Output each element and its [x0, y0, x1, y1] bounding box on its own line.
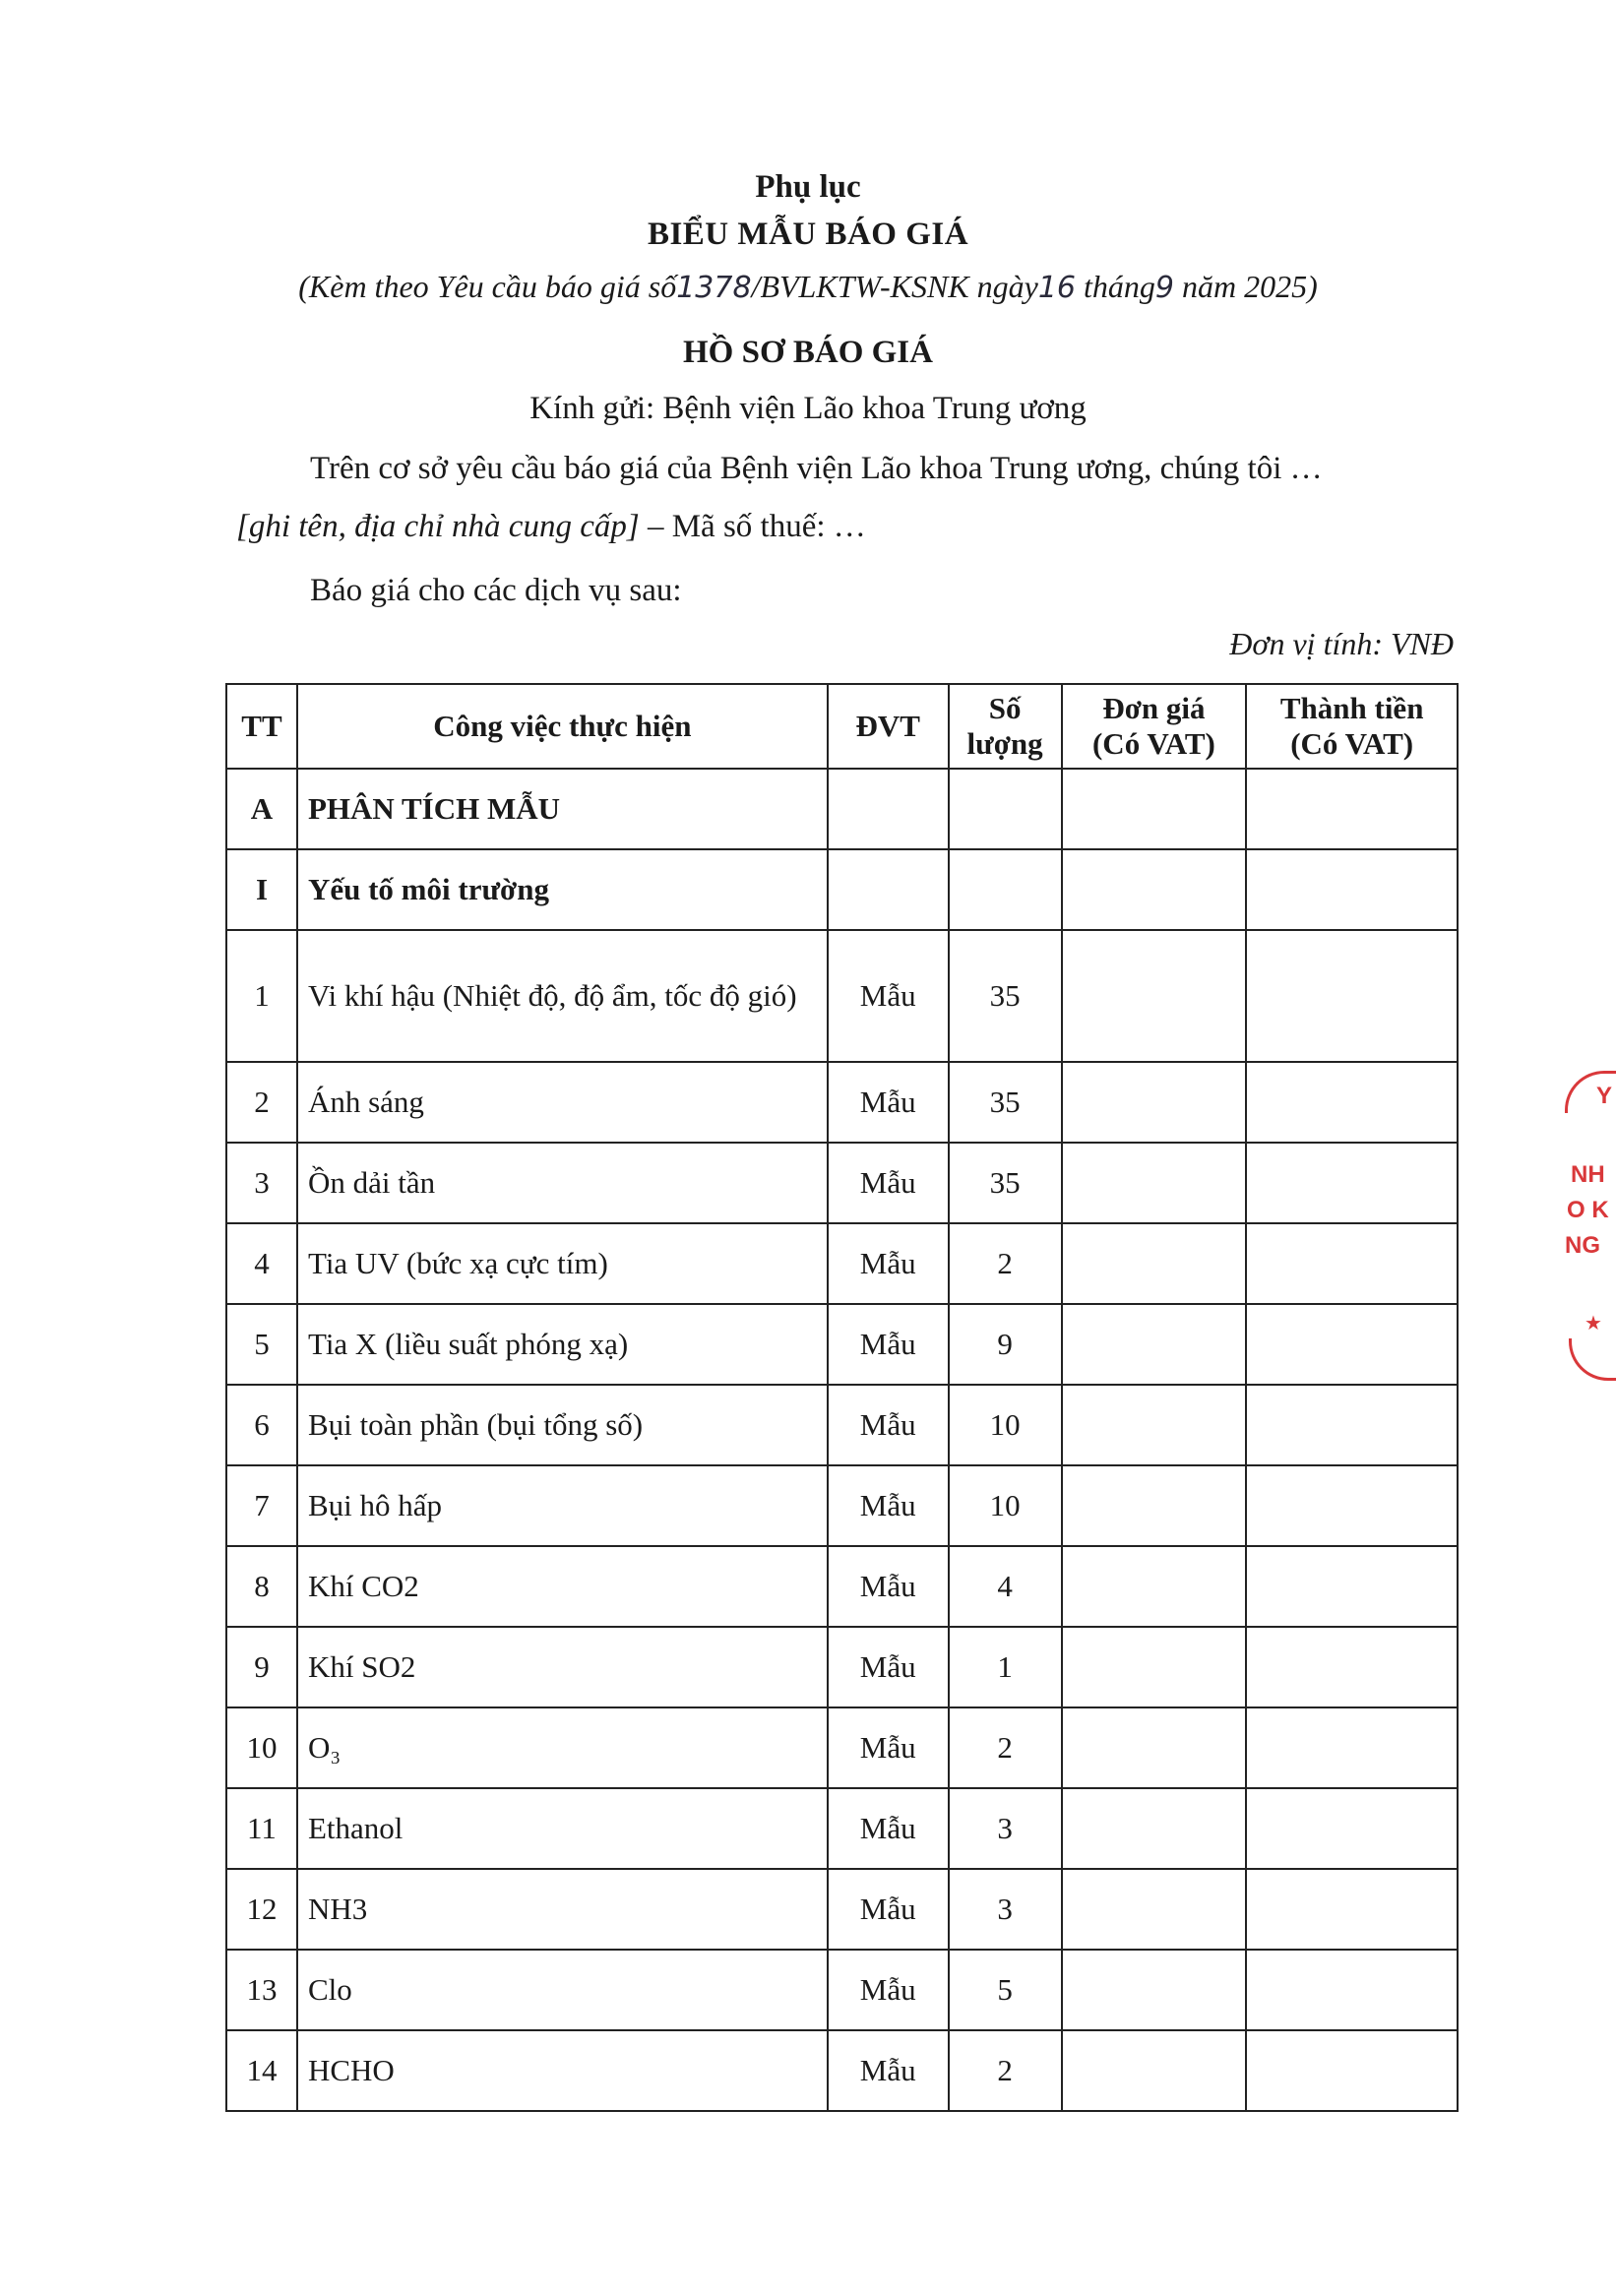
reference-prefix: (Kèm theo Yêu cầu báo giá số: [298, 269, 677, 304]
empty-cell: [1062, 849, 1247, 930]
row-unit-price: [1062, 1304, 1247, 1385]
row-quantity: 4: [949, 1546, 1062, 1627]
reference-month-label: tháng: [1084, 269, 1155, 304]
row-total: [1246, 1465, 1458, 1546]
section-row: [226, 769, 1458, 849]
table-row: [226, 1143, 1458, 1223]
row-unit-price: [1062, 1062, 1247, 1143]
reference-month-handwritten: 9: [1154, 271, 1174, 305]
row-number: 10: [226, 1707, 297, 1788]
row-number: 2: [226, 1062, 297, 1143]
form-title: BIỂU MẪU BÁO GIÁ: [647, 217, 969, 252]
header-tt: TT: [226, 684, 297, 769]
row-work-description: Bụi toàn phần (bụi tổng số): [297, 1385, 828, 1465]
row-work-description: Clo: [297, 1950, 828, 2030]
row-unit: Mẫu: [828, 1385, 949, 1465]
row-unit: Mẫu: [828, 1143, 949, 1223]
table-row: [226, 1223, 1458, 1304]
row-total: [1246, 1223, 1458, 1304]
services-intro: Báo giá cho các dịch vụ sau:: [310, 573, 682, 608]
row-number: 4: [226, 1223, 297, 1304]
row-total: [1246, 1062, 1458, 1143]
row-unit: Mẫu: [828, 1950, 949, 2030]
row-work-description: O₃: [297, 1707, 828, 1788]
table-row: [226, 930, 1458, 1062]
empty-cell: [1246, 769, 1458, 849]
row-quantity: 35: [949, 930, 1062, 1062]
row-quantity: 35: [949, 1062, 1062, 1143]
row-unit: Mẫu: [828, 1465, 949, 1546]
stamp-text: O K: [1567, 1197, 1609, 1223]
header-total: Thành tiền (Có VAT): [1246, 684, 1458, 769]
row-unit: Mẫu: [828, 1707, 949, 1788]
row-unit-price: [1062, 930, 1247, 1062]
row-total: [1246, 930, 1458, 1062]
row-unit: Mẫu: [828, 1304, 949, 1385]
row-unit-price: [1062, 1788, 1247, 1869]
row-number: 9: [226, 1627, 297, 1707]
row-quantity: 10: [949, 1465, 1062, 1546]
row-unit: Mẫu: [828, 2030, 949, 2111]
row-total: [1246, 2030, 1458, 2111]
row-work-description: NH3: [297, 1869, 828, 1950]
table-row: [226, 1788, 1458, 1869]
table-row: [226, 1546, 1458, 1627]
reference-code: /BVLKTW-KSNK ngày: [751, 269, 1038, 304]
row-total: [1246, 1304, 1458, 1385]
table-row: [226, 1385, 1458, 1465]
table-row: [226, 1707, 1458, 1788]
row-quantity: 2: [949, 1223, 1062, 1304]
row-number: 6: [226, 1385, 297, 1465]
stamp-text: NG: [1565, 1232, 1600, 1259]
row-unit-price: [1062, 1627, 1247, 1707]
dossier-title: HỒ SƠ BÁO GIÁ: [683, 335, 933, 370]
table-row: [226, 2030, 1458, 2111]
table-row: [226, 1627, 1458, 1707]
row-number: 13: [226, 1950, 297, 2030]
row-quantity: 2: [949, 2030, 1062, 2111]
row-unit: Mẫu: [828, 1627, 949, 1707]
row-quantity: 5: [949, 1950, 1062, 2030]
row-number: 7: [226, 1465, 297, 1546]
table-row: [226, 1304, 1458, 1385]
row-quantity: 3: [949, 1788, 1062, 1869]
row-number: 11: [226, 1788, 297, 1869]
empty-cell: [949, 849, 1062, 930]
section-tt: A: [226, 769, 297, 849]
row-number: 5: [226, 1304, 297, 1385]
row-work-description: Khí SO2: [297, 1627, 828, 1707]
row-total: [1246, 1143, 1458, 1223]
row-total: [1246, 1627, 1458, 1707]
row-number: 1: [226, 930, 297, 1062]
group-tt: I: [226, 849, 297, 930]
row-work-description: Ồn dải tần: [297, 1143, 828, 1223]
row-quantity: 35: [949, 1143, 1062, 1223]
empty-cell: [828, 769, 949, 849]
row-work-description: Khí CO2: [297, 1546, 828, 1627]
row-work-description: Ethanol: [297, 1788, 828, 1869]
row-total: [1246, 1707, 1458, 1788]
row-unit-price: [1062, 1707, 1247, 1788]
intro-paragraph: Trên cơ sở yêu cầu báo giá của Bệnh viện Lão khoa Trung ương, chúng tôi …: [310, 451, 1323, 486]
empty-cell: [949, 769, 1062, 849]
greeting-line: Kính gửi: Bệnh viện Lão khoa Trung ương: [529, 391, 1087, 426]
table-row: [226, 1869, 1458, 1950]
row-work-description: Tia UV (bức xạ cực tím): [297, 1223, 828, 1304]
row-unit-price: [1062, 1385, 1247, 1465]
row-total: [1246, 1869, 1458, 1950]
empty-cell: [1246, 849, 1458, 930]
row-quantity: 2: [949, 1707, 1062, 1788]
row-unit: Mẫu: [828, 1546, 949, 1627]
row-number: 12: [226, 1869, 297, 1950]
row-quantity: 9: [949, 1304, 1062, 1385]
row-unit-price: [1062, 1465, 1247, 1546]
row-total: [1246, 1950, 1458, 2030]
section-title: PHÂN TÍCH MẪU: [297, 769, 828, 849]
row-quantity: 1: [949, 1627, 1062, 1707]
table-row: [226, 1062, 1458, 1143]
row-unit-price: [1062, 1950, 1247, 2030]
row-quantity: 10: [949, 1385, 1062, 1465]
header-dvt: ĐVT: [828, 684, 949, 769]
supplier-line: [236, 509, 866, 545]
row-unit: Mẫu: [828, 1869, 949, 1950]
row-work-description: Tia X (liều suất phóng xạ): [297, 1304, 828, 1385]
header-work: Công việc thực hiện: [297, 684, 828, 769]
stamp-text: NH: [1571, 1161, 1605, 1188]
row-total: [1246, 1385, 1458, 1465]
row-unit-price: [1062, 1223, 1247, 1304]
table-row: [226, 1950, 1458, 2030]
row-total: [1246, 1788, 1458, 1869]
stamp-text: Y: [1596, 1083, 1613, 1109]
appendix-label: Phụ lục: [755, 169, 861, 205]
reference-number-handwritten: 1378: [676, 271, 752, 305]
row-unit: Mẫu: [828, 1223, 949, 1304]
row-unit: Mẫu: [828, 1062, 949, 1143]
star-icon: ★: [1585, 1313, 1602, 1334]
group-row: [226, 849, 1458, 930]
reference-day-handwritten: 16: [1037, 271, 1077, 305]
tax-code-label: – Mã số thuế: …: [639, 509, 866, 544]
row-unit-price: [1062, 1546, 1247, 1627]
header-quantity: Số lượng: [949, 684, 1062, 769]
empty-cell: [1062, 769, 1247, 849]
row-total: [1246, 1546, 1458, 1627]
red-seal-stamp: [1557, 1063, 1616, 1378]
reference-line: [0, 269, 1616, 305]
table-header-row: [226, 684, 1458, 769]
group-title: Yếu tố môi trường: [297, 849, 828, 930]
header-unit-price: Đơn giá (Có VAT): [1062, 684, 1247, 769]
supplier-placeholder: [ghi tên, địa chỉ nhà cung cấp]: [236, 509, 640, 544]
empty-cell: [828, 849, 949, 930]
row-number: 14: [226, 2030, 297, 2111]
row-work-description: HCHO: [297, 2030, 828, 2111]
row-work-description: Bụi hô hấp: [297, 1465, 828, 1546]
table-row: [226, 1465, 1458, 1546]
row-unit-price: [1062, 2030, 1247, 2111]
row-unit-price: [1062, 1869, 1247, 1950]
row-number: 8: [226, 1546, 297, 1627]
currency-unit-note: Đơn vị tính: VNĐ: [1229, 626, 1454, 661]
row-unit: Mẫu: [828, 930, 949, 1062]
row-number: 3: [226, 1143, 297, 1223]
row-unit-price: [1062, 1143, 1247, 1223]
reference-year: năm 2025): [1182, 269, 1318, 304]
quotation-table: [225, 683, 1459, 2112]
row-work-description: Ánh sáng: [297, 1062, 828, 1143]
row-quantity: 3: [949, 1869, 1062, 1950]
row-work-description: Vi khí hậu (Nhiệt độ, độ ẩm, tốc độ gió): [297, 930, 828, 1062]
row-unit: Mẫu: [828, 1788, 949, 1869]
